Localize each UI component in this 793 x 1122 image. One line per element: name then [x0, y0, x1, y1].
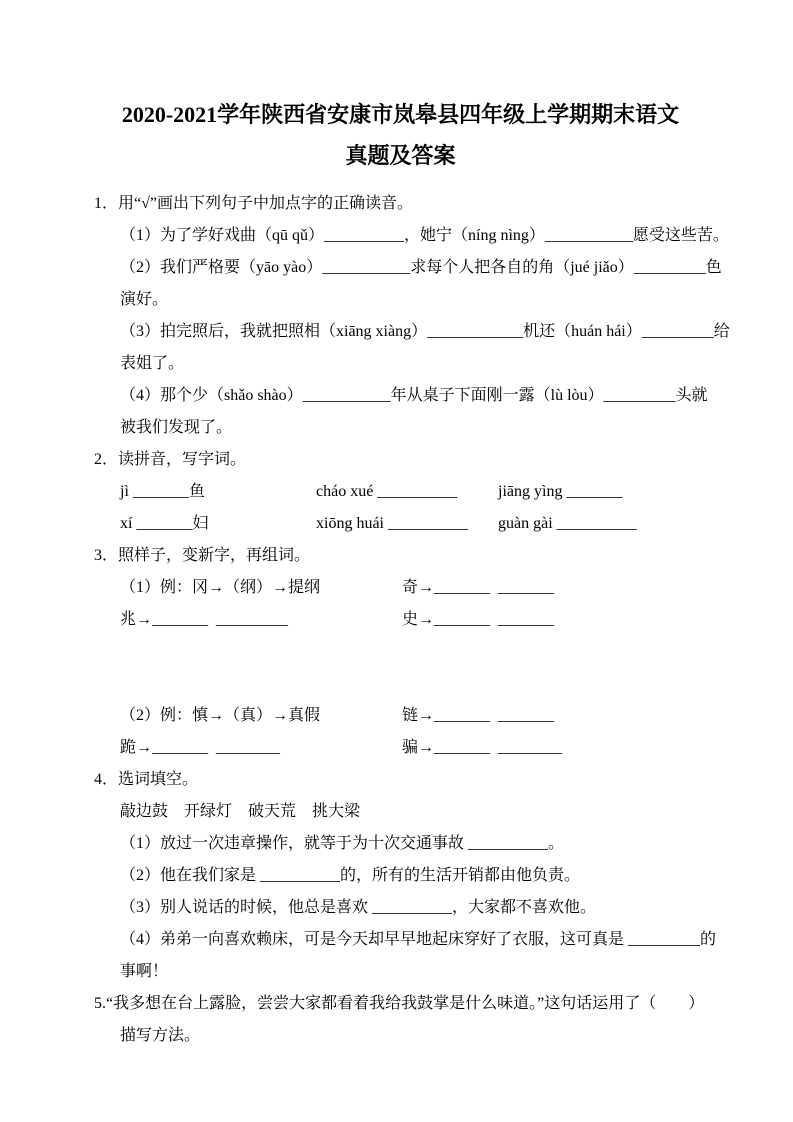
- title-line-1: 2020-2021学年陕西省安康市岚皋县四年级上学期期末语文: [121, 102, 680, 127]
- question-2-stem: 2．读拼音，写字词。: [94, 451, 247, 468]
- question-4-item-3: （3）别人说话的时候，他总是喜欢 __________，大家都不喜欢他。: [120, 899, 597, 916]
- question-4-word-bank: 敲边鼓 开绿灯 破天荒 挑大梁: [120, 803, 361, 820]
- pinyin-blank-6: guàn gài __________: [498, 515, 637, 532]
- question-3-row-3: [94, 700, 707, 732]
- spacer-line: [94, 668, 707, 700]
- question-1-item-2-cont: 演好。: [120, 291, 169, 308]
- question-3-row-1: [94, 572, 707, 604]
- question-3-stem: 3．照样子，变新字，再组词。: [94, 547, 311, 564]
- question-1-item-1: （1）为了学好戏曲（qū qǔ）__________，她宁（níng nìng）___________愿受这些苦。: [120, 227, 729, 244]
- question-4-stem: 4．选词填空。: [94, 771, 199, 788]
- question-1-item-3: （3）拍完照后，我就把照相（xiāng xiàng）____________机还（huán hái）_________给: [120, 323, 730, 340]
- question-4-item-2: （2）他在我们家是 __________的，所有的生活开销都由他负责。: [120, 867, 581, 884]
- page-title: [94, 94, 707, 176]
- question-1-stem: 1．用“√”画出下列句子中加点字的正确读音。: [94, 195, 413, 212]
- char-blank-pian: 骗→_______ ________: [402, 739, 563, 756]
- question-2: [94, 444, 707, 540]
- question-4-item-4-cont: 事啊！: [120, 963, 169, 980]
- question-5-line-2: 描写方法。: [120, 1027, 201, 1044]
- question-3: [94, 540, 707, 764]
- char-blank-zhao: 兆→_______ _________: [120, 611, 289, 628]
- question-4: [94, 764, 717, 988]
- question-1-item-4: （4）那个少（shǎo shào）___________年从桌子下面刚一露（lù lòu）_________头就: [120, 387, 708, 404]
- question-1-item-3-cont: 表姐了。: [120, 355, 185, 372]
- question-4-item-1: （1）放过一次违章操作，就等于为十次交通事故 __________。: [120, 835, 565, 852]
- pinyin-blank-2: cháo xué __________: [316, 483, 458, 500]
- question-1-item-2: （2）我们严格要（yāo yào）___________求每个人把各自的角（jué jiǎo）_________色: [120, 259, 722, 276]
- char-blank-qi: 奇→_______ _______: [402, 579, 555, 596]
- example-2: （2）例：慎→（真）→真假: [120, 707, 321, 724]
- pinyin-blank-4: xí _______妇: [120, 515, 209, 532]
- pinyin-blank-1: jì _______鱼: [120, 483, 205, 500]
- title-line-2: 真题及答案: [345, 143, 456, 168]
- question-1-item-4-cont: 被我们发现了。: [120, 419, 233, 436]
- question-3-row-4: [94, 732, 707, 764]
- question-4-item-4: （4）弟弟一向喜欢赖床，可是今天却早早地起床穿好了衣服，这可真是 _________的: [120, 931, 717, 948]
- question-3-row-2: [94, 604, 707, 636]
- pinyin-blank-3: jiāng yìng _______: [498, 483, 623, 500]
- spacer-line: [94, 636, 707, 668]
- pinyin-blank-5: xiōng huái __________: [316, 515, 468, 532]
- question-1: [94, 188, 730, 444]
- question-5-line-1: 5.“我多想在台上露脸，尝尝大家都看着我给我鼓掌是什么味道。”这句话运用了（ ）: [94, 995, 705, 1012]
- example-1: （1）例：冈→（纲）→提纲: [120, 579, 321, 596]
- question-5: [94, 988, 707, 1052]
- question-2-row-2: [94, 508, 707, 540]
- question-2-row-1: [94, 476, 707, 508]
- char-blank-lian: 链→_______ _______: [402, 707, 555, 724]
- char-blank-gui: 跪→_______ ________: [120, 739, 281, 756]
- char-blank-shi: 史→_______ _______: [402, 611, 555, 628]
